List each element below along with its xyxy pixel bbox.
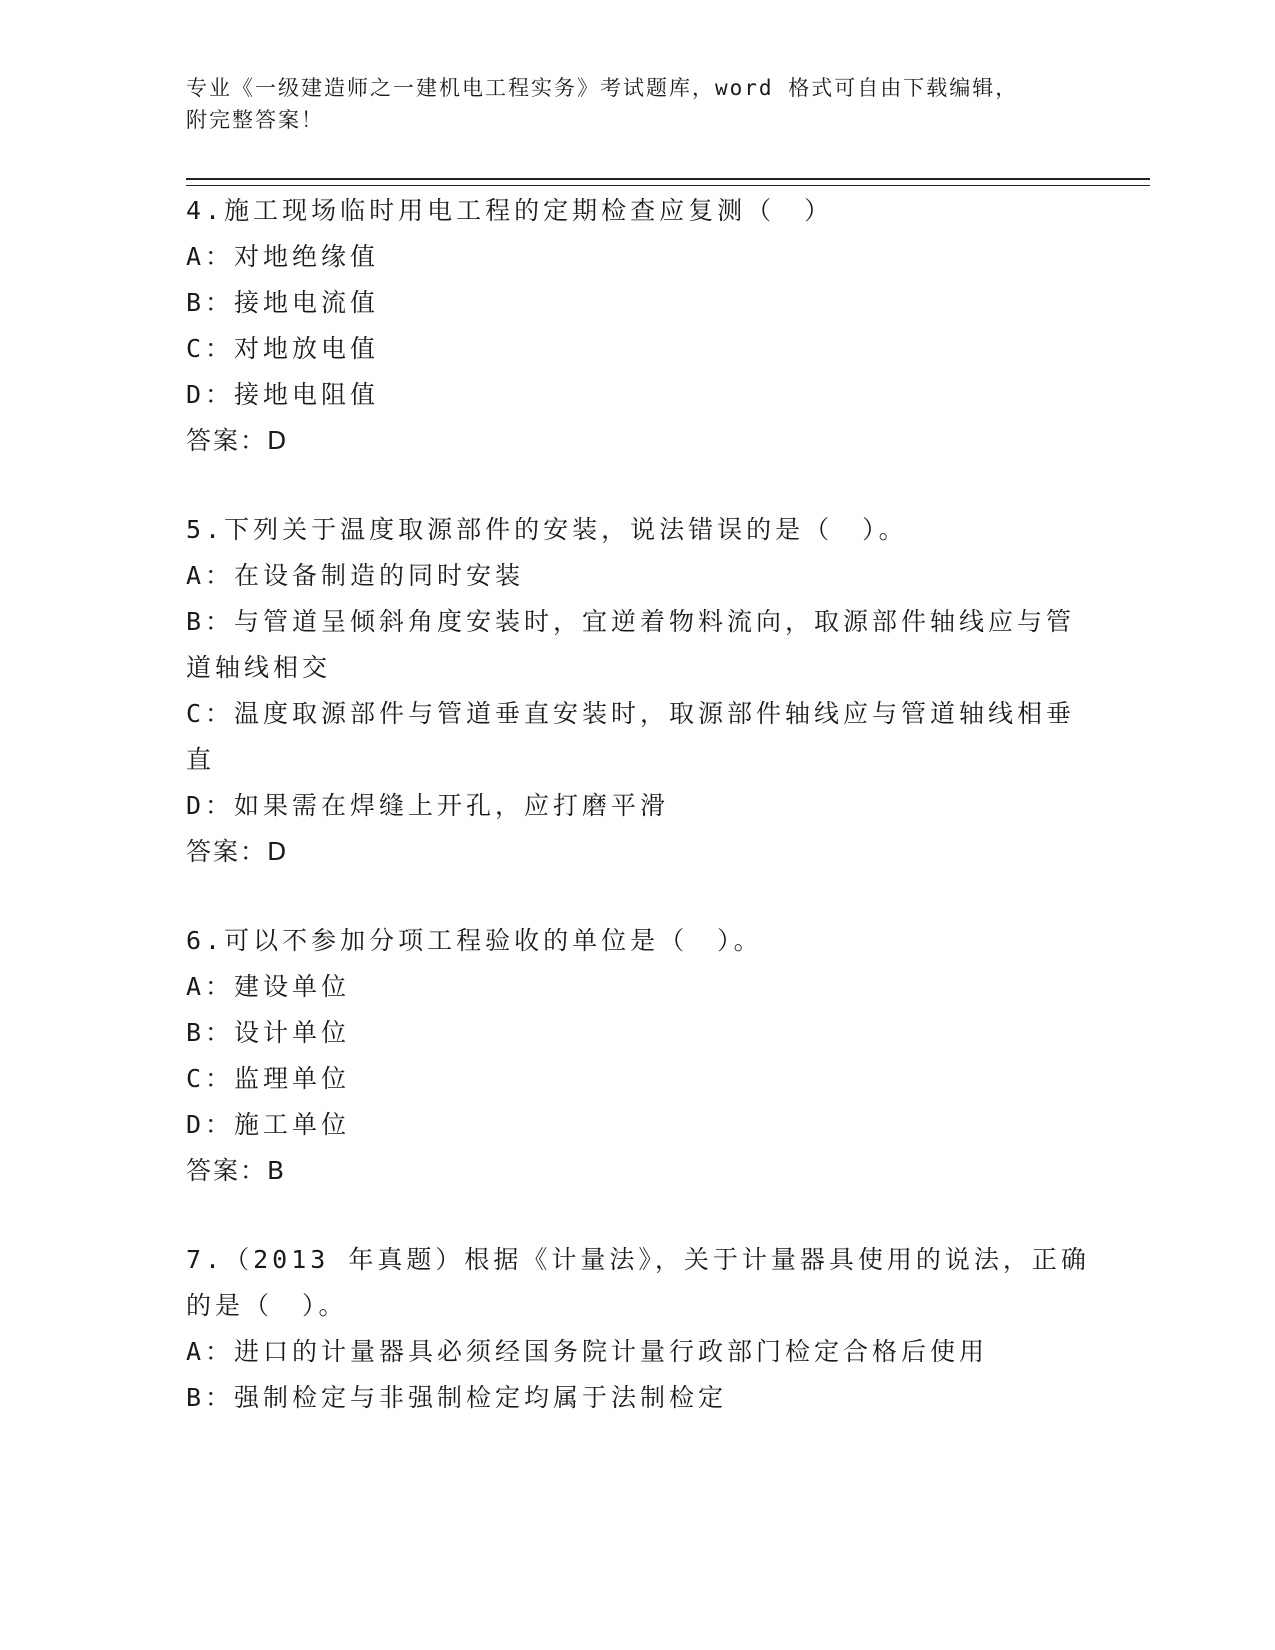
question-block [186, 1237, 1090, 1421]
option-text: 直 [186, 745, 216, 774]
answer-option [186, 691, 1086, 783]
answer-option [186, 553, 1086, 599]
option-text: B：设计单位 [186, 1018, 351, 1047]
option-text: D：如果需在焊缝上开孔，应打磨平滑 [186, 791, 670, 820]
question-block [186, 507, 1086, 918]
option-text: A：建设单位 [186, 972, 351, 1001]
answer-option [186, 1102, 1086, 1148]
option-text: C：对地放电值 [186, 334, 380, 363]
question-block [186, 188, 1086, 507]
document-header [186, 72, 1086, 136]
question-stem: 6.可以不参加分项工程验收的单位是（ ）。 [186, 926, 763, 955]
option-text: A：对地绝缘值 [186, 242, 380, 271]
question-spacer [186, 464, 1086, 507]
answer-line: 答案：D [186, 837, 289, 866]
question-list [186, 188, 1090, 1421]
answer-option [186, 326, 1086, 372]
header-line-2: 附完整答案！ [186, 108, 324, 132]
option-text: C：温度取源部件与管道垂直安装时，取源部件轴线应与管道轴线相垂 [186, 699, 1076, 728]
answer-option [186, 599, 1086, 691]
option-text: B：与管道呈倾斜角度安装时，宜逆着物料流向，取源部件轴线应与管 [186, 607, 1076, 636]
option-text: B：强制检定与非强制检定均属于法制检定 [186, 1383, 728, 1412]
option-text: C：监理单位 [186, 1064, 351, 1093]
option-text: A：在设备制造的同时安装 [186, 561, 525, 590]
answer-option [186, 372, 1086, 418]
header-line-1: 专业《一级建造师之一建机电工程实务》考试题库，word 格式可自由下载编辑， [186, 76, 1019, 100]
question-spacer [186, 1194, 1086, 1237]
option-text: D：接地电阻值 [186, 380, 380, 409]
option-text: A：进口的计量器具必须经国务院计量行政部门检定合格后使用 [186, 1337, 989, 1366]
answer-line: 答案：D [186, 426, 289, 455]
answer-option [186, 234, 1086, 280]
answer-line: 答案：B [186, 1156, 287, 1185]
option-text: B：接地电流值 [186, 288, 380, 317]
answer-option [186, 1056, 1086, 1102]
question-block [186, 918, 1086, 1237]
answer-option [186, 1375, 1086, 1421]
question-stem: 7.（2013 年真题）根据《计量法》，关于计量器具使用的说法，正确 [186, 1245, 1090, 1274]
answer-option [186, 1010, 1086, 1056]
header-divider [186, 178, 1150, 186]
question-stem: 的是（ ）。 [186, 1291, 348, 1320]
question-stem: 4.施工现场临时用电工程的定期检查应复测（ ） [186, 196, 834, 225]
answer-option [186, 964, 1086, 1010]
option-text: 道轴线相交 [186, 653, 332, 682]
option-text: D：施工单位 [186, 1110, 351, 1139]
answer-option [186, 1329, 1086, 1375]
question-spacer [186, 875, 1086, 918]
question-stem: 5.下列关于温度取源部件的安装，说法错误的是（ ）。 [186, 515, 908, 544]
answer-option [186, 783, 1086, 829]
answer-option [186, 280, 1086, 326]
